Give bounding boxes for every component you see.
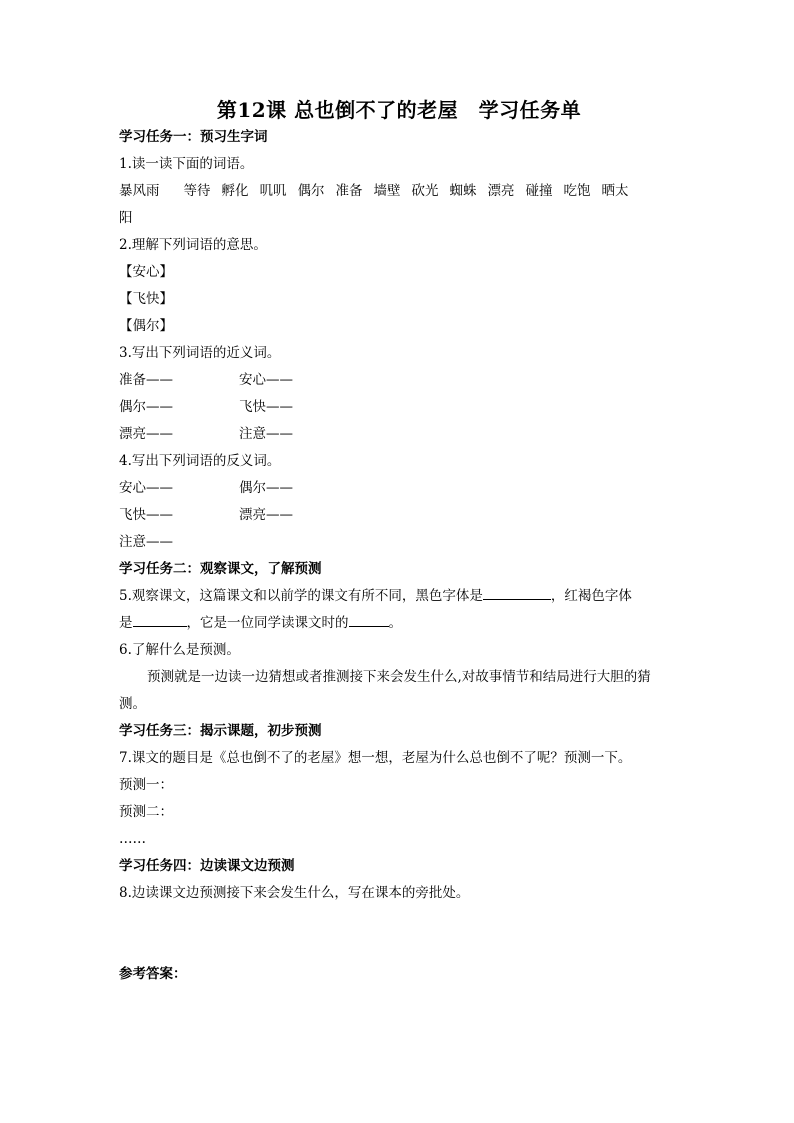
prediction-definition: 预测就是一边读一边猜想或者推测接下来会发生什么,对故事情节和结局进行大胆的猜 [147, 669, 651, 685]
word: 准备 [335, 183, 363, 199]
synonym-item: 准备—— [119, 372, 173, 388]
antonym-item: 安心—— [119, 480, 173, 496]
word: 晒太 [601, 183, 629, 199]
bracket-word: 【飞快】 [119, 291, 173, 307]
question-7: 7.课文的题目是《总也倒不了的老屋》想一想，老屋为什么总也倒不了呢？预测一下。 [119, 750, 632, 766]
page-title: 第12课 总也倒不了的老屋 学习任务单 [216, 98, 582, 122]
answers-heading: 参考答案： [119, 966, 187, 982]
question-1: 1.读一读下面的词语。 [119, 156, 254, 172]
synonym-item: 注意—— [239, 426, 293, 442]
task1-heading: 学习任务一：预习生字词 [119, 129, 268, 145]
synonym-item: 漂亮—— [119, 426, 173, 442]
antonym-row [119, 529, 679, 556]
word: 等待 [183, 183, 211, 199]
antonym-item: 偶尔—— [239, 480, 293, 496]
prediction-one: 预测一： [119, 777, 173, 793]
answer-blank[interactable] [349, 612, 389, 627]
word-list-wrap: 阳 [119, 210, 133, 226]
prediction-two: 预测二： [119, 804, 173, 820]
word: 蜘蛛 [449, 183, 477, 199]
word: 偶尔 [297, 183, 325, 199]
spacer [119, 907, 679, 961]
answer-blank[interactable] [133, 612, 187, 627]
worksheet [119, 96, 679, 988]
question-2: 2.理解下列词语的意思。 [119, 237, 267, 253]
synonym-row [119, 367, 679, 394]
question-5-text: ，红褐色字体 [550, 588, 632, 604]
antonym-item: 注意—— [119, 534, 173, 550]
question-5-text: 5.观察课文，这篇课文和以前学的课文有所不同，黑色字体是 [119, 588, 483, 604]
question-5-text: ，它是一位同学读课文时的 [186, 615, 349, 631]
antonym-item: 飞快—— [119, 507, 173, 523]
answer-blank[interactable] [483, 585, 551, 600]
question-5 [119, 583, 679, 610]
word: 墙壁 [373, 183, 401, 199]
synonym-item: 偶尔—— [119, 399, 173, 415]
question-5-text: 是 [119, 615, 133, 631]
synonym-row [119, 421, 679, 448]
word: 漂亮 [487, 183, 515, 199]
word: 叽叽 [259, 183, 287, 199]
task4-heading: 学习任务四：边读课文边预测 [119, 858, 295, 874]
question-6: 6.了解什么是预测。 [119, 642, 240, 658]
question-5-text: 。 [388, 615, 402, 631]
bracket-word: 【偶尔】 [119, 318, 173, 334]
bracket-word: 【安心】 [119, 264, 173, 280]
prediction-definition-wrap: 测。 [119, 696, 146, 712]
synonym-item: 飞快—— [239, 399, 293, 415]
antonym-row [119, 502, 679, 529]
question-8: 8.边读课文边预测接下来会发生什么，写在课本的旁批处。 [119, 885, 470, 901]
word: 吃饱 [563, 183, 591, 199]
question-5-cont [119, 610, 679, 637]
question-3: 3.写出下列词语的近义词。 [119, 345, 281, 361]
word-list [119, 178, 679, 205]
task2-heading: 学习任务二：观察课文，了解预测 [119, 561, 322, 577]
task3-heading: 学习任务三：揭示课题，初步预测 [119, 723, 322, 739]
ellipsis: …… [119, 831, 146, 847]
word: 孵化 [221, 183, 249, 199]
antonym-row [119, 475, 679, 502]
synonym-row [119, 394, 679, 421]
word: 暴风雨 [119, 183, 160, 199]
word: 砍光 [411, 183, 439, 199]
word: 碰撞 [525, 183, 553, 199]
synonym-item: 安心—— [239, 372, 293, 388]
antonym-item: 漂亮—— [239, 507, 293, 523]
question-4: 4.写出下列词语的反义词。 [119, 453, 281, 469]
